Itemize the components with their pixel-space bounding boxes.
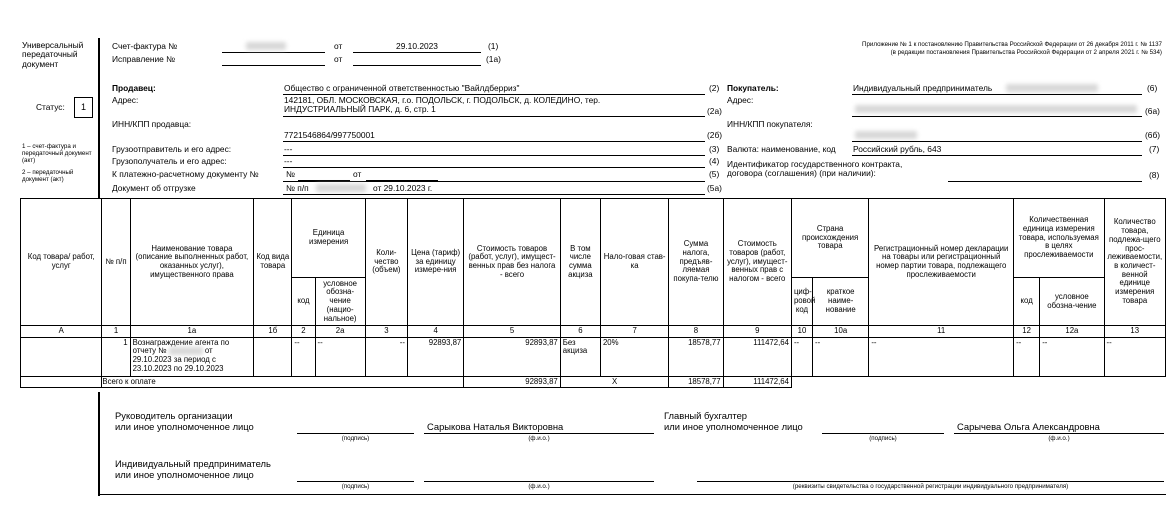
currency-label: Валюта: наименование, код: [727, 144, 836, 154]
total-sum: 111472,64: [723, 376, 791, 388]
status-note-2: 2 – передаточный документ (акт): [22, 169, 74, 183]
idx-cell: 6: [560, 326, 600, 338]
cell-price: 92893,87: [407, 337, 463, 376]
invoice-table: [20, 198, 1166, 388]
buyer-inn-label: ИНН/КПП покупателя:: [727, 119, 813, 129]
idx-cell: 1б: [254, 326, 292, 338]
consignee-value: ---: [284, 156, 293, 166]
table-row: [21, 337, 1166, 376]
seller-inn-label: ИНН/КПП продавца:: [112, 119, 192, 129]
status-note-1: 1 – счет-фактура и передаточный документ (акт): [22, 143, 92, 164]
cell-kind: [254, 337, 292, 376]
head-name-line: [424, 433, 654, 434]
hdr-num: № п/п: [102, 199, 130, 326]
code-1: (1): [488, 41, 499, 51]
seller-address-value: 142181, ОБЛ. МОСКОВСКАЯ, г.о. ПОДОЛЬСК, г. ПОДОЛЬСК, д. КОЛЕДИНО, тер. ИНДУСТРИАЛЬНЫЙ ПАРК, д. 6, стр. 1: [284, 95, 601, 115]
accountant-sign-line: [822, 433, 944, 434]
head-sign-caption: (подпись): [341, 435, 370, 442]
code-6a: (6а): [1145, 106, 1160, 116]
invoice-date: 29.10.2023: [396, 41, 438, 51]
idx-cell: 1а: [130, 326, 254, 338]
cell-code: [21, 337, 102, 376]
code-1a: (1а): [486, 54, 501, 64]
contract-label: Идентификатор государственного контракта, договора (соглашения) (при наличии):: [727, 159, 903, 179]
head-name: Сарыкова Наталья Викторовна: [427, 421, 564, 432]
total-empty: [791, 376, 1165, 388]
idx-cell: 12: [1014, 326, 1040, 338]
ip-sign-line: [297, 481, 414, 482]
header-row-1: [21, 199, 1166, 278]
head-label-1: Руководитель организации: [115, 410, 233, 421]
payment-doc-no: №: [286, 169, 295, 179]
contract-line: [948, 181, 1142, 182]
currency-line: [852, 155, 1142, 156]
cell-num: 1: [102, 337, 130, 376]
code-4: (4): [709, 156, 720, 166]
payment-line: [283, 181, 705, 182]
shipment-line: [283, 194, 705, 195]
cell-unit-name: --: [315, 337, 365, 376]
idx-cell: 11: [869, 326, 1014, 338]
ip-label-1: Индивидуальный предприниматель: [115, 458, 271, 469]
cell-name-part1: Вознаграждение агента по отчету №: [132, 337, 230, 356]
hdr-trace-name: условное обозна-чение: [1040, 278, 1104, 326]
invoice-date-line: [353, 52, 481, 53]
seller-address-line: [283, 116, 705, 117]
ip-sign-caption: (подпись): [341, 483, 370, 490]
shipment-doc-label: Документ об отгрузке: [112, 183, 196, 193]
idx-cell: 2а: [315, 326, 365, 338]
code-8: (8): [1149, 170, 1160, 180]
idx-cell: 2: [292, 326, 315, 338]
cell-unit-code: --: [292, 337, 315, 376]
head-label-2: или иное уполномоченное лицо: [115, 421, 254, 432]
ip-label-2: или иное уполномоченное лицо: [115, 469, 254, 480]
hdr-trace-qty: Количество товара, подлежа-щего прос-леживаемости, в количест-венной единице измерения товара: [1104, 199, 1165, 326]
head-sign-line: [297, 433, 414, 434]
hdr-trace-code: код: [1014, 278, 1040, 326]
doc-type-label: Универсальный передаточный документ: [22, 40, 84, 69]
hdr-name: Наименование товара (описание выполненных работ, оказанных услуг), имущественного права: [130, 199, 254, 326]
idx-cell: 13: [1104, 326, 1165, 338]
hdr-excise: В том числе сумма акциза: [560, 199, 600, 326]
accountant-sign-caption: (подпись): [869, 435, 897, 442]
left-separator-bottom: [98, 392, 100, 496]
idx-cell: 4: [407, 326, 463, 338]
buyer-address-label: Адрес:: [727, 95, 754, 105]
hdr-unit: Единица измерения: [292, 199, 365, 278]
cell-name: [130, 337, 254, 376]
status-value: 1: [74, 97, 93, 118]
hdr-unit-code: код: [292, 278, 315, 326]
shipper-label: Грузоотправитель и его адрес:: [112, 144, 232, 154]
cell-name-part2: от 29.10.2023 за период с 23.10.2023 по 29.10.2023: [132, 346, 224, 373]
buyer-inn-line: [852, 141, 1142, 142]
hdr-rate: Нало-говая став-ка: [600, 199, 668, 326]
buyer-address-redacted: [855, 105, 1137, 113]
cell-qty: --: [365, 337, 407, 376]
total-tax: 18578,77: [669, 376, 723, 388]
buyer-inn-redacted: [855, 131, 917, 139]
buyer-value: Индивидуальный предприниматель: [853, 83, 993, 93]
shipment-doc-prefix: № п/п: [286, 183, 309, 193]
shipment-doc-date: от 29.10.2023 г.: [373, 183, 433, 193]
seller-inn-value: 7721546864/997750001: [284, 130, 375, 140]
ip-name-line: [424, 481, 654, 482]
hdr-total: Стоимость товаров (работ, услуг), имущест-венных прав с налогом - всего: [723, 199, 791, 326]
code-5a: (5а): [707, 183, 722, 193]
idx-cell: А: [21, 326, 102, 338]
hdr-code: Код товара/ работ, услуг: [21, 199, 102, 326]
cell-country-code: --: [791, 337, 812, 376]
accountant-label-1: Главный бухгалтер: [664, 410, 748, 421]
correction-number-line: [222, 65, 325, 66]
index-row: [21, 326, 1166, 338]
idx-cell: 3: [365, 326, 407, 338]
bottom-rule: [98, 494, 1166, 495]
seller-label: Продавец:: [112, 83, 156, 93]
idx-cell: 1: [102, 326, 130, 338]
invoice-number-line: [222, 52, 325, 53]
code-5: (5): [709, 169, 720, 179]
currency-value: Российский рубль, 643: [853, 144, 942, 154]
total-cost: 92893,87: [464, 376, 561, 388]
status-label: Статус:: [36, 102, 65, 112]
cell-decl: --: [869, 337, 1014, 376]
idx-cell: 5: [464, 326, 561, 338]
cell-excise: Без акциза: [560, 337, 600, 376]
idx-cell: 12а: [1040, 326, 1104, 338]
hdr-trace: Количественная единица измерения товара, используемая в целях прослеживаемости: [1014, 199, 1104, 278]
hdr-country-name: краткое наиме-нование: [813, 278, 869, 326]
code-6: (6): [1147, 83, 1158, 93]
appendix-line-2: (в редакции постановления Правительства Российской Федерации от 2 апреля 2021 г. № 534): [890, 49, 1162, 56]
invoice-from-label: от: [334, 41, 343, 51]
idx-cell: 10а: [813, 326, 869, 338]
correction-label: Исправление №: [112, 54, 176, 64]
consignee-line: [283, 167, 705, 168]
cell-tax: 18578,77: [669, 337, 723, 376]
seller-value: Общество с ограниченной ответственностью "Вайлдберриз": [284, 83, 520, 93]
code-2a: (2а): [707, 106, 722, 116]
hdr-country-code: циф-ровой код: [791, 278, 812, 326]
consignee-label: Грузополучатель и его адрес:: [112, 156, 227, 166]
correction-date-line: [353, 65, 481, 66]
appendix-line-1: Приложение № 1 к постановлению Правительства Российской Федерации от 26 декабря 2011 г. № 1137: [862, 41, 1162, 48]
idx-cell: 9: [723, 326, 791, 338]
hdr-qty: Коли-чество (объем): [365, 199, 407, 326]
cell-trace-name: --: [1040, 337, 1104, 376]
buyer-label: Покупатель:: [727, 83, 779, 93]
cell-trace-qty: --: [1104, 337, 1165, 376]
payment-doc-from: от: [353, 169, 362, 179]
code-7: (7): [1149, 144, 1160, 154]
cell-total: 111472,64: [723, 337, 791, 376]
buyer-name-redacted: [1006, 84, 1098, 92]
hdr-price: Цена (тариф) за единицу измере-ния: [407, 199, 463, 326]
hdr-unit-name: условное обозна-чение (нацио-нальное): [315, 278, 365, 326]
cell-cost: 92893,87: [464, 337, 561, 376]
ip-cert-line: [697, 481, 1164, 482]
cell-country-name: --: [813, 337, 869, 376]
hdr-cost: Стоимость товаров (работ, услуг), имущест-венных прав без налога - всего: [464, 199, 561, 326]
idx-cell: 8: [669, 326, 723, 338]
total-row: [21, 376, 1166, 388]
shipper-value: ---: [284, 144, 293, 154]
accountant-name: Сарычева Ольга Александровна: [957, 421, 1100, 432]
ip-fio-caption: (ф.и.о.): [528, 483, 550, 490]
buyer-address-line: [852, 116, 1142, 117]
cell-trace-code: --: [1014, 337, 1040, 376]
idx-cell: 7: [600, 326, 668, 338]
left-separator: [98, 38, 100, 198]
code-2b: (2б): [707, 130, 723, 140]
invoice-label: Счет-фактура №: [112, 41, 178, 51]
shipment-number-redacted: [316, 184, 366, 192]
accountant-name-line: [954, 433, 1164, 434]
seller-address-label: Адрес:: [112, 95, 139, 105]
shipper-line: [283, 155, 705, 156]
total-label: Всего к оплате: [102, 376, 464, 388]
hdr-kind: Код вида товара: [254, 199, 292, 326]
code-3: (3): [709, 144, 720, 154]
idx-cell: 10: [791, 326, 812, 338]
hdr-country: Страна происхождения товара: [791, 199, 868, 278]
total-blank: [21, 376, 102, 388]
accountant-fio-caption: (ф.и.о.): [1048, 435, 1070, 442]
accountant-label-2: или иное уполномоченное лицо: [664, 421, 803, 432]
hdr-tax: Сумма налога, предъяв-ляемая покупа-телю: [669, 199, 723, 326]
cell-rate: 20%: [600, 337, 668, 376]
code-6b: (6б): [1145, 130, 1161, 140]
invoice-number-redacted: [246, 42, 286, 50]
code-2: (2): [709, 83, 720, 93]
report-number-redacted: [169, 347, 203, 355]
payment-doc-label: К платежно-расчетному документу №: [112, 169, 259, 179]
total-excise: X: [560, 376, 669, 388]
seller-inn-line: [283, 141, 705, 142]
buyer-line: [852, 94, 1142, 95]
hdr-decl: Регистрационный номер декларации на товары или регистрационный номер партии товара, подлежащего прослеживаемости: [869, 199, 1014, 326]
ip-cert-caption: (реквизиты свидетельства о государственной регистрации индивидуального предпринимателя): [792, 483, 1069, 490]
head-fio-caption: (ф.и.о.): [528, 435, 550, 442]
correction-from-label: от: [334, 54, 343, 64]
